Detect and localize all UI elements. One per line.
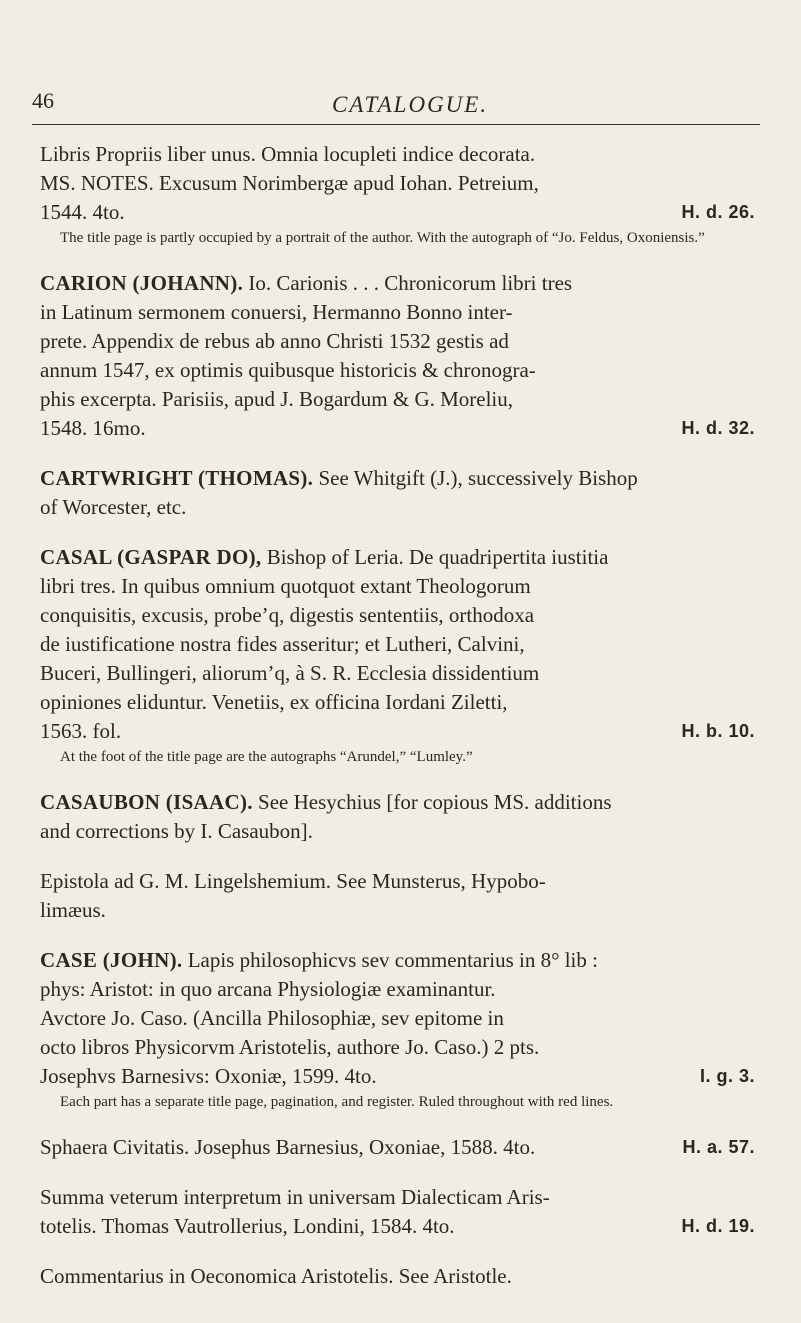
entry-line: [40, 817, 755, 846]
entry-text: opiniones eliduntur. Venetiis, ex officina Iordani Ziletti,: [40, 690, 508, 714]
entry-text: Josephvs Barnesivs: Oxoniæ, 1599. 4to.: [40, 1064, 377, 1088]
entry-heading: CASAUBON (ISAAC).: [40, 790, 253, 814]
entry-line: [40, 788, 755, 817]
entry-line: [40, 1212, 755, 1241]
entry-text: limæus.: [40, 898, 106, 922]
entry-text: phys: Aristot: in quo arcana Physiologiæ examinantur.: [40, 977, 496, 1001]
entry-text: conquisitis, excusis, probe’q, digestis sententiis, orthodoxa: [40, 603, 535, 627]
entry-line: [40, 1262, 755, 1291]
entry-text: of Worcester, etc.: [40, 495, 187, 519]
entry-line: [40, 169, 755, 198]
entry-heading: CARTWRIGHT (THOMAS).: [40, 466, 314, 490]
entry-heading: CASAL (GASPAR DO),: [40, 545, 262, 569]
entry-line: [40, 1033, 755, 1062]
catalogue-entry: [40, 269, 755, 443]
entry-heading: CARION (JOHANN).: [40, 271, 244, 295]
entry-line: [40, 688, 755, 717]
entry-line: [40, 896, 755, 925]
entry-text: Summa veterum interpretum in universam Dialecticam Aris-: [40, 1185, 550, 1209]
entry-note: At the foot of the title page are the autographs “Arundel,” “Lumley.”: [60, 749, 473, 765]
shelfmark: I. g. 3.: [699, 1066, 755, 1086]
catalogue-entry: [40, 543, 755, 767]
entry-line: [40, 630, 755, 659]
catalogue-entry: [40, 1262, 755, 1291]
catalogue-entry: [40, 946, 755, 1112]
entry-line: [40, 1133, 755, 1162]
entry-text: Libris Propriis liber unus. Omnia locupleti indice decorata.: [40, 142, 536, 166]
entry-note: The title page is partly occupied by a portrait of the author. With the autograph of “Jo. Feldus, Oxoniensis.”: [60, 230, 705, 246]
entry-text: 1548. 16mo.: [40, 416, 146, 440]
running-title: CATALOGUE.: [332, 92, 489, 117]
entry-text: Io. Carionis . . . Chronicorum libri tres: [248, 271, 573, 295]
entry-line: [40, 717, 755, 746]
entry-text: 1544. 4to.: [40, 200, 125, 224]
entry-line: [40, 946, 755, 975]
page-number: 46: [32, 88, 54, 113]
catalogue-entries: [40, 140, 755, 1312]
entry-line: [40, 493, 755, 522]
entry-text: Lapis philosophicvs sev commentarius in 8° lib :: [187, 948, 598, 972]
catalogue-entry: [40, 464, 755, 522]
entry-text: in Latinum sermonem conuersi, Hermanno Bonno inter-: [40, 300, 513, 324]
entry-text: See Whitgift (J.), successively Bishop: [318, 466, 638, 490]
entry-line: [40, 140, 755, 169]
entry-line: [40, 269, 755, 298]
catalogue-entry: [40, 788, 755, 846]
shelfmark: H. d. 32.: [681, 418, 755, 438]
entry-line: [40, 975, 755, 1004]
entry-line: [40, 543, 755, 572]
catalogue-entry: [40, 1133, 755, 1162]
entry-line: [40, 601, 755, 630]
entry-line: [40, 356, 755, 385]
entry-line: [40, 867, 755, 896]
entry-line: [40, 298, 755, 327]
entry-text: Epistola ad G. M. Lingelshemium. See Munsterus, Hypobo-: [40, 869, 546, 893]
entry-text: totelis. Thomas Vautrollerius, Londini, 1584. 4to.: [40, 1214, 455, 1238]
entry-line: [40, 385, 755, 414]
shelfmark: H. a. 57.: [682, 1137, 755, 1157]
entry-text: phis excerpta. Parisiis, apud J. Bogardum & G. Moreliu,: [40, 387, 514, 411]
catalogue-entry: [40, 1183, 755, 1241]
entry-line: [40, 464, 755, 493]
shelfmark: H. d. 26.: [681, 202, 755, 222]
entry-line: [40, 1183, 755, 1212]
entry-text: 1563. fol.: [40, 719, 122, 743]
catalogue-entry: [40, 140, 755, 248]
entry-line: [40, 572, 755, 601]
entry-line: [40, 1004, 755, 1033]
entry-text: annum 1547, ex optimis quibusque historicis & chronogra-: [40, 358, 536, 382]
entry-line: [40, 1062, 755, 1091]
entry-line: [40, 327, 755, 356]
entry-text: See Hesychius [for copious MS. additions: [258, 790, 612, 814]
shelfmark: H. d. 19.: [681, 1216, 755, 1236]
entry-text: prete. Appendix de rebus ab anno Christi 1532 gestis ad: [40, 329, 509, 353]
shelfmark: H. b. 10.: [681, 721, 755, 741]
entry-text: and corrections by I. Casaubon].: [40, 819, 313, 843]
entry-text: de iustificatione nostra fides asseritur; et Lutheri, Calvini,: [40, 632, 525, 656]
entry-text: Buceri, Bullingeri, aliorum’q, à S. R. Ecclesia dissidentium: [40, 661, 540, 685]
catalogue-entry: [40, 867, 755, 925]
entry-line: [40, 414, 755, 443]
entry-text: Commentarius in Oeconomica Aristotelis. See Aristotle.: [40, 1264, 512, 1288]
entry-text: Sphaera Civitatis. Josephus Barnesius, Oxoniae, 1588. 4to.: [40, 1135, 536, 1159]
entry-text: Bishop of Leria. De quadripertita iustitia: [266, 545, 609, 569]
entry-text: MS. NOTES. Excusum Norimbergæ apud Iohan. Petreium,: [40, 171, 539, 195]
page-header: [32, 88, 762, 122]
entry-line: [40, 198, 755, 227]
entry-note: Each part has a separate title page, pagination, and register. Ruled throughout with red lines.: [60, 1094, 614, 1110]
entry-text: Avctore Jo. Caso. (Ancilla Philosophiæ, sev epitome in: [40, 1006, 504, 1030]
entry-text: octo libros Physicorvm Aristotelis, authore Jo. Caso.) 2 pts.: [40, 1035, 540, 1059]
entry-heading: CASE (JOHN).: [40, 948, 183, 972]
entry-text: libri tres. In quibus omnium quotquot extant Theologorum: [40, 574, 531, 598]
header-rule: [32, 124, 760, 125]
entry-line: [40, 659, 755, 688]
